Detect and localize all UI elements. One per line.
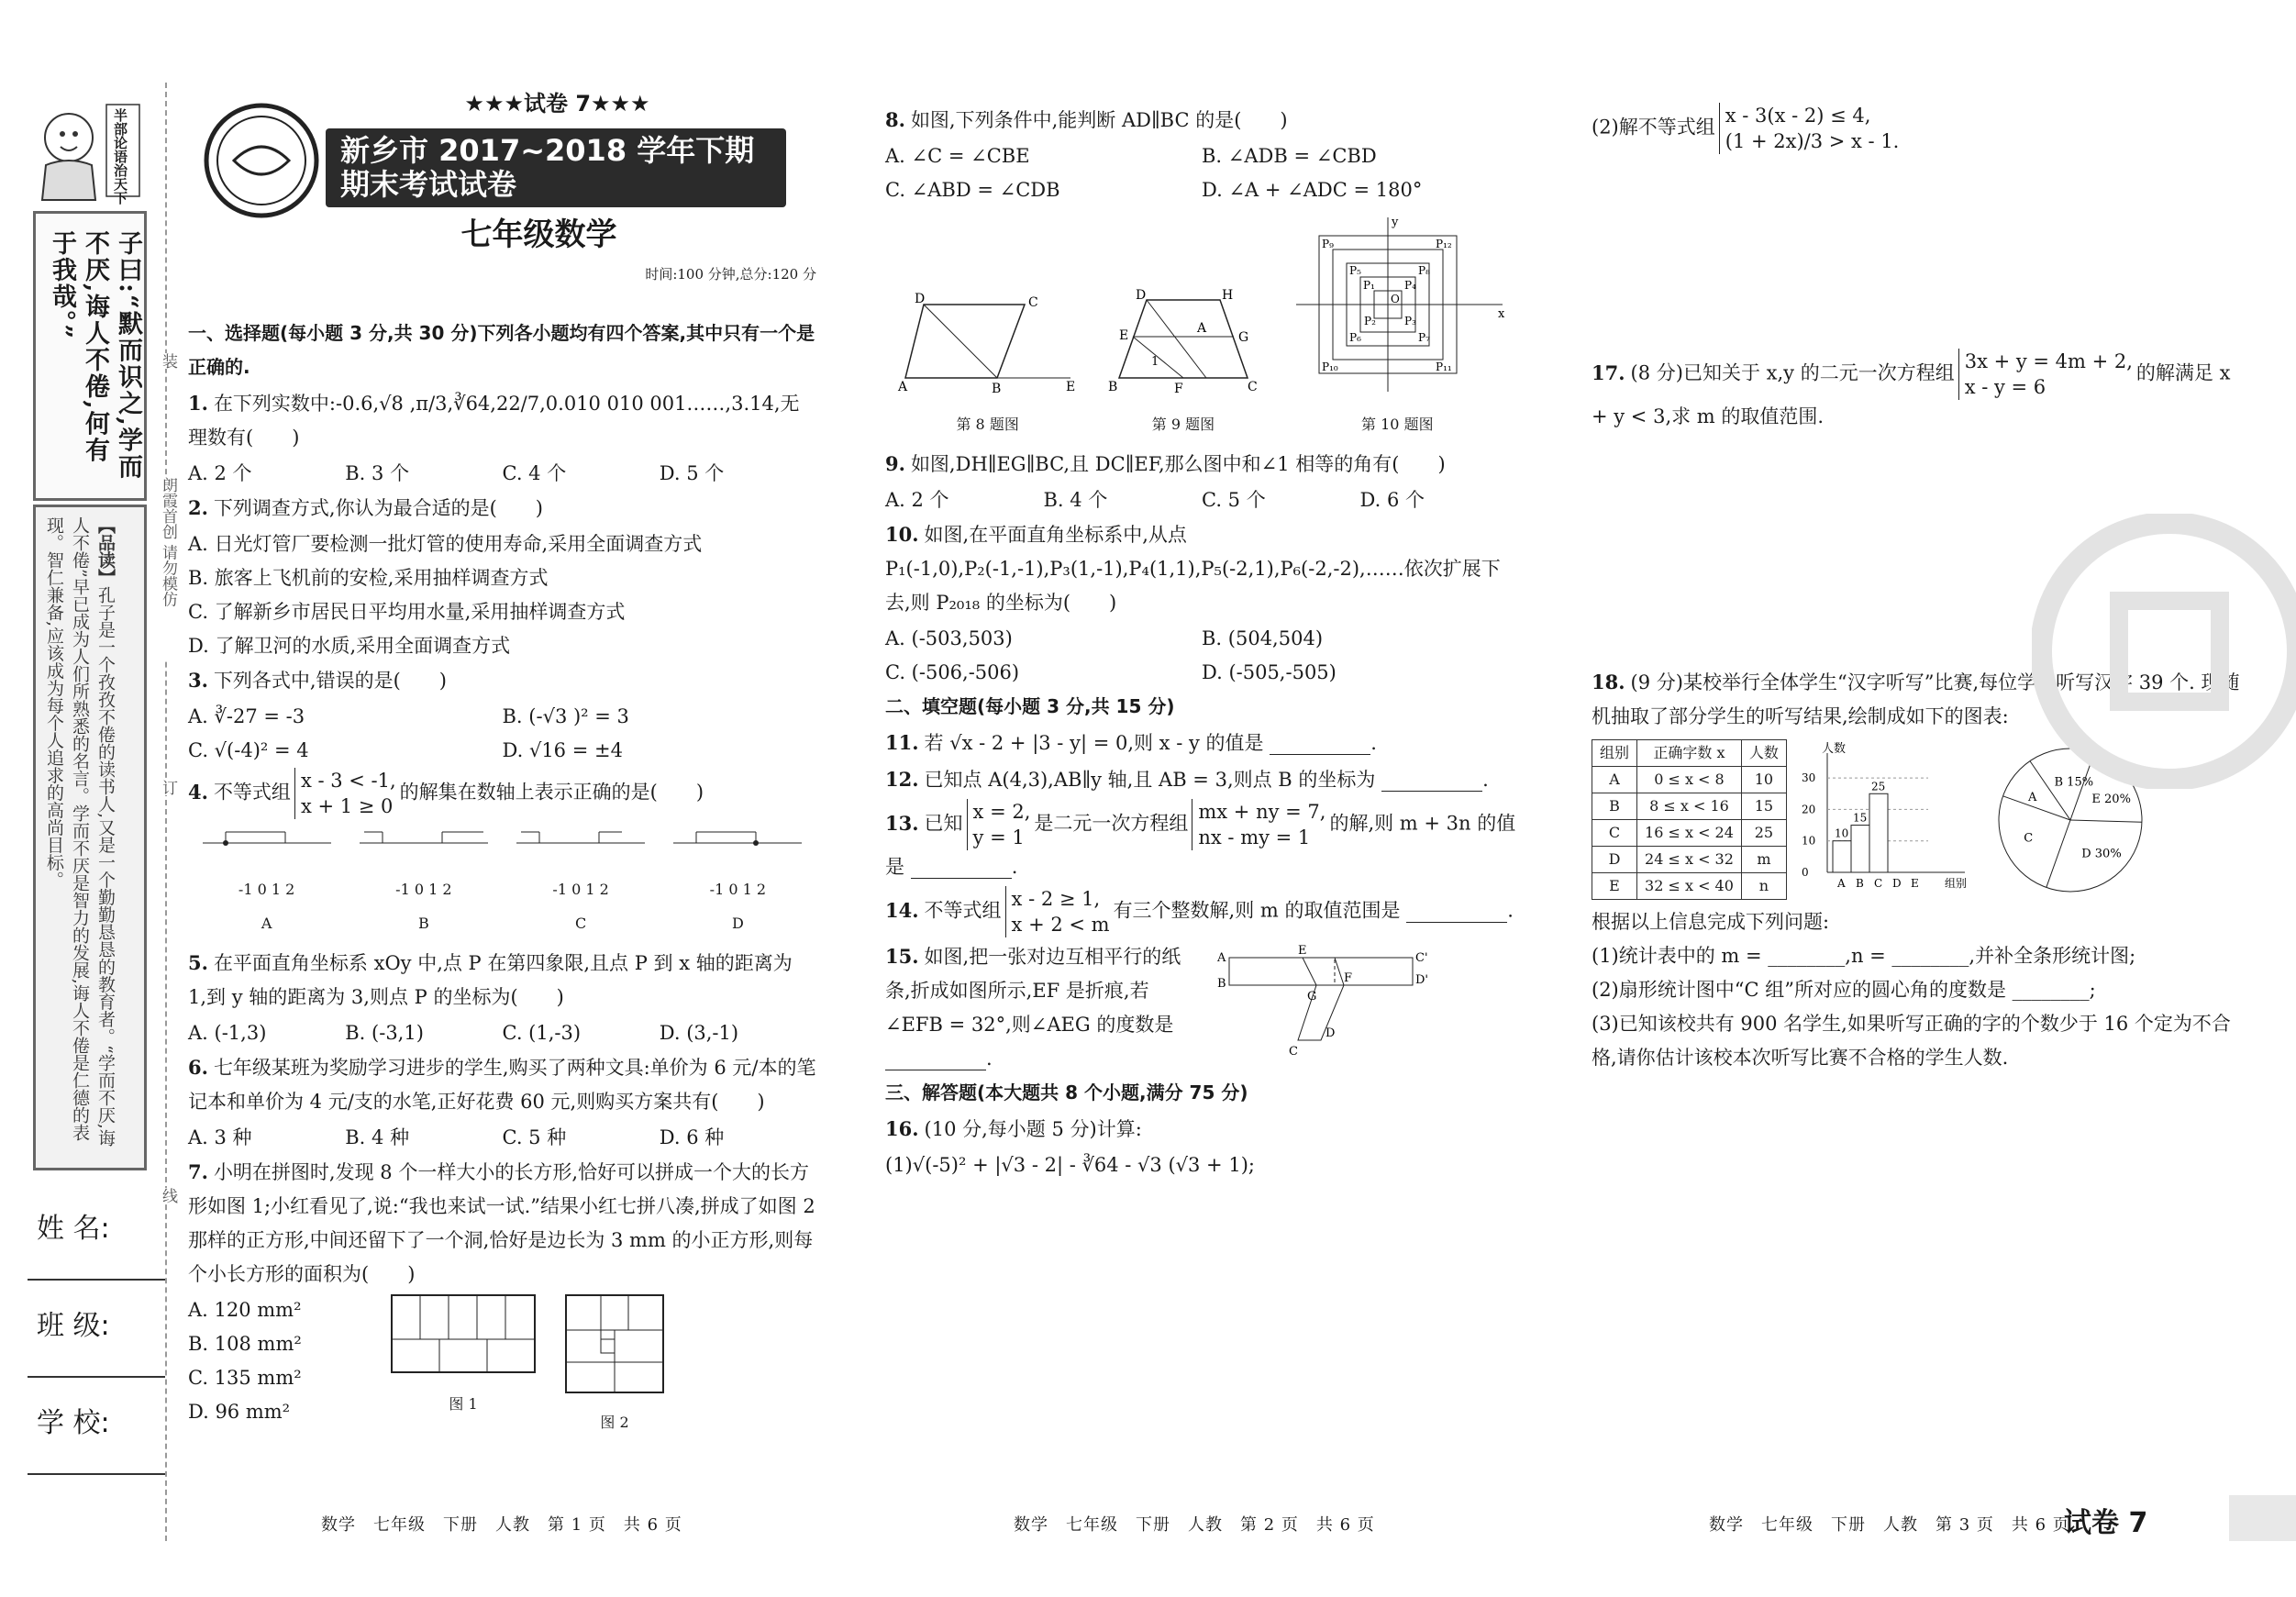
svg-text:P₃: P₃ bbox=[1404, 315, 1417, 327]
data-label: 15 bbox=[1852, 811, 1868, 825]
question-18: 18. (9 分)某校举行全体学生“汉字听写”比赛,每位学生听写汉字 39 个. 现随机抽取了部分学生的听写结果,绘制成如下的图表: bbox=[1592, 671, 2240, 727]
svg-text:C: C bbox=[1027, 295, 1038, 310]
question-3: 3. 下列各式中,错误的是( ) bbox=[188, 669, 447, 692]
svg-text:D: D bbox=[914, 292, 925, 306]
option[interactable]: B. ∠ADB = ∠CBD bbox=[1202, 145, 1377, 167]
option[interactable]: D. √16 = ±4 bbox=[502, 739, 623, 761]
square-tiling-figure bbox=[564, 1293, 665, 1394]
option[interactable]: D. 96 mm² bbox=[188, 1401, 291, 1423]
x-tick-label: B bbox=[1855, 877, 1864, 890]
svg-text:P₁₂: P₁₂ bbox=[1436, 238, 1453, 250]
y-tick-label: 30 bbox=[1801, 771, 1816, 785]
answer-blank[interactable] bbox=[885, 1049, 986, 1070]
question-18-part3: (3)已知该校共有 900 名学生,如果听写正确的字的个数少于 16 个定为不合格,请你估计该校本次听写比赛不合格的学生人数. bbox=[1592, 1013, 2231, 1069]
brand-seal-icon bbox=[197, 96, 326, 225]
table-row: C 16 ≤ x < 24 25 bbox=[1592, 820, 1787, 847]
svg-text:P₁: P₁ bbox=[1363, 279, 1376, 292]
question-17: 17. (8 分)已知关于 x,y 的二元一次方程组 3x + y = 4m + 2, x - y = 6 的解满足 x + y < 3,求 m 的取值范围. bbox=[1592, 350, 2231, 427]
option[interactable]: C. ∠ABD = ∠CDB bbox=[885, 179, 1060, 201]
y-tick-label: 10 bbox=[1801, 834, 1816, 848]
svg-text:P₂: P₂ bbox=[1364, 315, 1377, 327]
option[interactable]: C. 135 mm² bbox=[188, 1367, 302, 1389]
option[interactable]: A. (-503,503) bbox=[885, 627, 1013, 649]
question-5: 5. 在平面直角坐标系 xOy 中,点 P 在第四象限,且点 P 到 x 轴的距离为 1,到 y 轴的距离为 3,则点 P 的坐标为( ) bbox=[188, 951, 793, 1008]
option[interactable]: A. ∛-27 = -3 bbox=[188, 705, 305, 727]
question-5-options bbox=[188, 1016, 816, 1050]
bar bbox=[1869, 793, 1888, 872]
motto-quote: 子曰:“默而识之,学而不厌,诲人不倦,何有于我哉。” bbox=[48, 230, 142, 481]
svg-text:F: F bbox=[1173, 382, 1183, 396]
question-7: 7. 小明在拼图时,发现 8 个一样大小的长方形,恰好可以拼成一个大的长方形如图 1;小红看见了,说:“我也来试一试.”结果小红七拼八凑,拼成了如图 2 那样的正方形,中间还留下了一个洞,恰好是边长为 3 mm 的小正方形,则每个小长方形的面积为( ) bbox=[188, 1160, 815, 1285]
question-18-intro: 根据以上信息完成下列问题: bbox=[1592, 911, 1830, 933]
motto-box bbox=[33, 211, 147, 501]
option[interactable]: B. 3 个 bbox=[345, 462, 410, 484]
motto-title: 半部论语治天下 bbox=[112, 108, 128, 205]
x-tick-label: E bbox=[1910, 877, 1919, 890]
option[interactable]: C. 4 个 bbox=[502, 462, 567, 484]
reading-note bbox=[36, 507, 124, 1168]
pie-slice-label: B 15% bbox=[2054, 775, 2094, 790]
question-10: 10. 如图,在平面直角坐标系中,从点 P₁(-1,0),P₂(-1,-1),P₃(1,-1),P₄(1,1),P₅(-2,1),P₆(-2,-2),……依次扩展下去,则 P₂₀₁₈ 的坐标为( ) bbox=[885, 523, 1501, 614]
number-line-option-b[interactable]: -1 0 1 2 B bbox=[355, 825, 493, 940]
question-16-part2: (2)解不等式组 x - 3(x - 2) ≤ 4, (1 + 2x)/3 > x - 1. bbox=[1592, 105, 1900, 152]
figure-q9: D H E G A 1 B F C 第 9 题图 bbox=[1101, 286, 1266, 441]
svg-text:P₁₀: P₁₀ bbox=[1322, 360, 1339, 373]
option[interactable]: B. 108 mm² bbox=[188, 1333, 302, 1355]
svg-text:y: y bbox=[1392, 216, 1399, 229]
table-row: D 24 ≤ x < 32 m bbox=[1592, 847, 1787, 873]
binding-line bbox=[165, 83, 167, 1541]
student-info-fields bbox=[28, 1183, 165, 1475]
question-18-part2: (2)扇形统计图中“C 组”所对应的圆心角的度数是 ________; bbox=[1592, 979, 2096, 1001]
class-field[interactable]: 班 级: bbox=[28, 1281, 165, 1378]
note-label: 【品读】 bbox=[95, 516, 116, 586]
question-7-body bbox=[188, 1293, 816, 1439]
exam-subject: 七年级数学 bbox=[460, 216, 617, 253]
svg-text:P₇: P₇ bbox=[1418, 331, 1431, 344]
exam-header bbox=[188, 87, 816, 316]
question-12: 12. 已知点 A(4,3),AB∥y 轴,且 AB = 3,则点 B 的坐标为 . bbox=[885, 768, 1489, 791]
number-line-icon bbox=[355, 825, 493, 861]
question-4: 4. 不等式组 x - 3 < -1, x + 1 ≥ 0 的解集在数轴上表示正确的是( ) bbox=[188, 770, 704, 817]
answer-blank[interactable] bbox=[1406, 902, 1507, 923]
x-tick-label: C bbox=[1873, 877, 1883, 890]
number-line-option-d[interactable]: -1 0 1 2 D bbox=[669, 825, 806, 940]
section-1-title: 一、选择题(每小题 3 分,共 30 分)下列各小题均有四个答案,其中只有一个是正确的. bbox=[188, 322, 815, 378]
rectangle-tiling-figure bbox=[390, 1293, 537, 1376]
option[interactable]: C. (1,-3) bbox=[502, 1022, 582, 1044]
svg-text:F: F bbox=[1344, 971, 1353, 985]
option[interactable]: B. 4 种 bbox=[345, 1126, 410, 1148]
binding-mark: 订 bbox=[152, 780, 180, 795]
option[interactable]: A. 3 种 bbox=[188, 1126, 252, 1148]
svg-text:P₆: P₆ bbox=[1349, 331, 1362, 344]
binding-mark: 装 bbox=[152, 353, 180, 369]
svg-text:1: 1 bbox=[1150, 355, 1159, 369]
question-8: 8. 如图,下列条件中,能判断 AD∥BC 的是( ) bbox=[885, 108, 1288, 131]
corner-band bbox=[2229, 1495, 2296, 1541]
option[interactable]: C. 5 种 bbox=[502, 1126, 567, 1148]
pie-slice-label: C bbox=[2024, 831, 2034, 846]
footer-page-2: 数学 七年级 下册 人教 第 2 页 共 6 页 bbox=[1014, 1515, 1375, 1535]
svg-text:P₉: P₉ bbox=[1322, 238, 1335, 250]
question-16-part1: (1)√(-5)² + |√3 - 2| - ∛64 - √3 (√3 + 1); bbox=[885, 1154, 1255, 1176]
question-9: 9. 如图,DH∥EG∥BC,且 DC∥EF,那么图中和∠1 相等的角有( ) bbox=[885, 452, 1446, 475]
svg-text:C: C bbox=[1289, 1045, 1298, 1059]
svg-text:B: B bbox=[991, 382, 1001, 396]
option[interactable]: C. √(-4)² = 4 bbox=[188, 739, 309, 761]
number-line-icon bbox=[669, 825, 806, 861]
svg-text:B: B bbox=[1107, 380, 1118, 394]
question-6-options bbox=[188, 1121, 816, 1155]
option[interactable]: A. 2 个 bbox=[885, 489, 949, 511]
option[interactable]: B. (-3,1) bbox=[345, 1022, 424, 1044]
question-2: 2. 下列调查方式,你认为最合适的是( ) bbox=[188, 496, 543, 519]
option[interactable]: A. ∠C = ∠CBE bbox=[885, 145, 1030, 167]
question-14: 14. 不等式组 x - 2 ≥ 1, x + 2 < m 有三个整数解,则 m 的取值范围是 . bbox=[885, 888, 1514, 936]
svg-text:A: A bbox=[1217, 951, 1226, 965]
x-tick-label: A bbox=[1836, 877, 1846, 890]
x-tick-label: D bbox=[1891, 877, 1902, 890]
section-2-title: 二、填空题(每小题 3 分,共 15 分) bbox=[885, 695, 1175, 717]
table-row: B 8 ≤ x < 16 15 bbox=[1592, 793, 1787, 820]
svg-text:E: E bbox=[1118, 328, 1129, 343]
option[interactable]: D. (3,-1) bbox=[659, 1022, 739, 1044]
answer-blank[interactable] bbox=[1381, 771, 1482, 792]
figures-8-9-10 bbox=[885, 213, 1518, 441]
option[interactable]: B. 旅客上飞机前的安检,采用抽样调查方式 bbox=[188, 567, 549, 589]
svg-text:H: H bbox=[1221, 288, 1234, 303]
option[interactable]: C. 5 个 bbox=[1202, 489, 1266, 511]
question-7-options bbox=[188, 1293, 372, 1439]
x-axis-label: 组别 bbox=[1944, 877, 1967, 890]
pie-slice-label: A bbox=[2027, 790, 2037, 804]
question-15: 15. 如图,把一张对边互相平行的纸条,折成如图所示,EF 是折痕,若∠EFB = 32°,则∠AEG 的度数是 . A B E C' D' F G C D bbox=[885, 939, 1518, 1076]
question-9-options bbox=[885, 483, 1518, 517]
svg-text:P₅: P₅ bbox=[1349, 264, 1362, 277]
svg-text:A: A bbox=[1196, 321, 1207, 336]
y-tick-label: 0 bbox=[1801, 866, 1809, 879]
confucius-cartoon-icon bbox=[28, 101, 147, 202]
answer-space[interactable] bbox=[1592, 156, 2252, 349]
option[interactable]: D. 6 种 bbox=[659, 1126, 725, 1148]
binding-mark: 线 bbox=[152, 1188, 180, 1203]
svg-text:B: B bbox=[1217, 977, 1226, 991]
option[interactable]: A. 120 mm² bbox=[188, 1299, 302, 1321]
svg-text:G: G bbox=[1237, 330, 1249, 345]
number-line-option-c[interactable]: -1 0 1 2 C bbox=[512, 825, 649, 940]
inequality-system: x - 3 < -1, x + 1 ≥ 0 bbox=[294, 768, 396, 819]
option[interactable]: D. 5 个 bbox=[659, 462, 725, 484]
figure-q10: x y O P₁ P₂ P₃ P₄ P₅ P₆ P₇ P₈ P₉ P₁₀ P₁₁ P₁₂ 第 10 题图 bbox=[1287, 213, 1507, 441]
question-3-options bbox=[188, 700, 816, 768]
y-axis-label: 人数 bbox=[1821, 742, 1846, 756]
exam-title: 新乡市 2017~2018 学年下期期末考试试卷 bbox=[326, 128, 786, 207]
name-field[interactable]: 姓 名: bbox=[28, 1183, 165, 1281]
school-field[interactable]: 学 校: bbox=[28, 1378, 165, 1475]
data-label: 10 bbox=[1834, 826, 1849, 840]
option[interactable]: C. (-506,-506) bbox=[885, 661, 1020, 683]
question-18-part1: (1)统计表中的 m = ________,n = ________,并补全条形统计图; bbox=[1592, 945, 2136, 967]
table-row: E 32 ≤ x < 40 n bbox=[1592, 873, 1787, 900]
figure-2: 图 2 bbox=[564, 1293, 665, 1439]
footer-page-3: 数学 七年级 下册 人教 第 3 页 共 6 页 bbox=[1709, 1515, 2070, 1535]
column-page-1 bbox=[188, 87, 816, 1439]
exam-badge: ★★★试卷 7★★★ bbox=[464, 91, 650, 116]
svg-text:P₄: P₄ bbox=[1404, 279, 1417, 292]
number-line-icon bbox=[512, 825, 649, 861]
folded-strip-figure bbox=[1215, 939, 1436, 1059]
option[interactable]: A. 日光灯管厂要检测一批灯管的使用寿命,采用全面调查方式 bbox=[188, 533, 703, 555]
number-line-icon bbox=[198, 825, 336, 861]
y-tick-label: 20 bbox=[1801, 803, 1816, 816]
pie-slice-label: E 20% bbox=[2091, 792, 2131, 806]
table-row: A 0 ≤ x < 8 10 bbox=[1592, 767, 1787, 793]
binding-note: 朗霞首创 请勿模仿 bbox=[152, 477, 180, 660]
svg-text:E: E bbox=[1065, 380, 1075, 394]
pie-slice-label: D 30% bbox=[2081, 847, 2122, 861]
svg-text:C: C bbox=[1247, 380, 1258, 394]
svg-text:D': D' bbox=[1415, 973, 1428, 987]
question-6: 6. 七年级某班为奖励学习进步的学生,购买了两种文具:单价为 6 元/本的笔记本和单价为 4 元/支的水笔,正好花费 60 元,则购买方案共有( ) bbox=[188, 1056, 816, 1113]
svg-text:x: x bbox=[1498, 307, 1505, 321]
question-10-options bbox=[885, 622, 1518, 690]
option[interactable]: B. (-√3 )² = 3 bbox=[502, 705, 629, 727]
option[interactable]: A. 2 个 bbox=[188, 462, 252, 484]
bar-chart bbox=[1800, 739, 1983, 900]
data-label: 25 bbox=[1870, 780, 1886, 793]
option[interactable]: A. (-1,3) bbox=[188, 1022, 267, 1044]
svg-text:P₁₁: P₁₁ bbox=[1436, 360, 1453, 373]
svg-text:G: G bbox=[1307, 990, 1317, 1004]
time-info: 时间:100 分钟,总分:120 分 bbox=[645, 266, 816, 283]
bar bbox=[1851, 826, 1869, 872]
svg-text:O: O bbox=[1391, 293, 1401, 305]
spiral-grid-figure bbox=[1287, 213, 1507, 396]
figure-q8: D C A B E 第 8 题图 bbox=[896, 286, 1080, 441]
watermark-seal-icon bbox=[2032, 514, 2296, 789]
option[interactable]: B. (504,504) bbox=[1202, 627, 1324, 649]
stats-table bbox=[1592, 739, 1787, 900]
question-1-options bbox=[188, 457, 816, 491]
figure-1: 图 1 bbox=[390, 1293, 537, 1439]
question-16: 16. (10 分,每小题 5 分)计算: bbox=[885, 1117, 1142, 1140]
table-header-row: 组别 正确字数 x 人数 bbox=[1592, 740, 1787, 767]
option[interactable]: D. 了解卫河的水质,采用全面调查方式 bbox=[188, 635, 511, 657]
option[interactable]: D. ∠A + ∠ADC = 180° bbox=[1202, 179, 1423, 201]
question-1: 1. 在下列实数中:-0.6,√8 ,π/3,∛64,22/7,0.010 010 001……,3.14,无理数有( ) bbox=[188, 392, 800, 449]
question-8-options bbox=[885, 139, 1518, 207]
svg-text:D: D bbox=[1135, 288, 1147, 303]
trapezoid-figure bbox=[1101, 286, 1266, 396]
question-11: 11. 若 √x - 2 + |3 - y| = 0,则 x - y 的值是 . bbox=[885, 731, 1377, 754]
number-line-options bbox=[188, 825, 816, 940]
reading-note-box bbox=[33, 505, 147, 1170]
svg-text:D: D bbox=[1325, 1026, 1336, 1040]
footer-page-1: 数学 七年级 下册 人教 第 1 页 共 6 页 bbox=[321, 1515, 682, 1535]
svg-text:E: E bbox=[1298, 944, 1307, 958]
option[interactable]: C. 了解新乡市居民日平均用水量,采用抽样调查方式 bbox=[188, 601, 626, 623]
question-13: 13. 已知 x = 2, y = 1 是二元一次方程组 mx + ny = 7, nx - my = 1 的解,则 m + 3n 的值是 . bbox=[885, 801, 1516, 878]
answer-blank[interactable] bbox=[911, 858, 1012, 879]
note-text: 孔子是一个孜孜不倦的读书人,又是一个勤勤恳恳的教育者。“学而不厌,诲人不倦”早已成为人们所熟悉的名言。学而不厌是智力的发展,诲人不倦是仁德的表现。智仁兼备,应该成为每个人追求的高尚目标。 bbox=[44, 516, 116, 1147]
svg-text:P₈: P₈ bbox=[1418, 264, 1431, 277]
option[interactable]: D. 6 个 bbox=[1359, 489, 1425, 511]
answer-blank[interactable] bbox=[1270, 734, 1370, 755]
section-3-title: 三、解答题(本大题共 8 个小题,满分 75 分) bbox=[885, 1081, 1248, 1103]
option[interactable]: D. (-505,-505) bbox=[1202, 661, 1337, 683]
bar bbox=[1833, 841, 1851, 872]
parallelogram-figure bbox=[896, 286, 1080, 396]
number-line-option-a[interactable]: -1 0 1 2 A bbox=[198, 825, 336, 940]
exam-tag: 试卷 7 bbox=[2064, 1507, 2148, 1539]
svg-text:C': C' bbox=[1415, 951, 1428, 965]
column-page-2 bbox=[885, 103, 1518, 1182]
option[interactable]: B. 4 个 bbox=[1043, 489, 1108, 511]
svg-text:A: A bbox=[897, 380, 907, 394]
